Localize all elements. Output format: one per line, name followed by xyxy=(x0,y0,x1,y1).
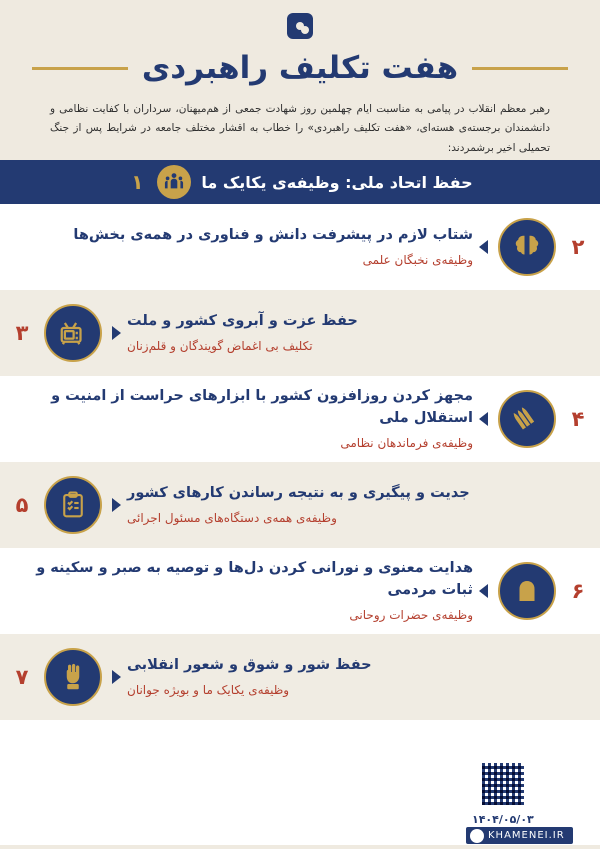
khamenei-mark-icon xyxy=(287,13,313,39)
mihrab-arch-icon xyxy=(498,562,556,620)
brain-icon xyxy=(498,218,556,276)
item-number: ۲ xyxy=(571,235,585,259)
tasks-list xyxy=(0,204,600,720)
item-1-title: حفظ اتحاد ملی: وظیفه‌ی یکایک ما xyxy=(201,172,473,192)
item-subtitle: وظیفه‌ی فرماندهان نظامی xyxy=(340,436,473,451)
list-item xyxy=(0,462,600,548)
bottom-rule xyxy=(0,845,600,849)
list-item xyxy=(0,634,600,720)
item-number: ۶ xyxy=(571,579,585,603)
item-text xyxy=(0,558,473,625)
brand-label: KHAMENEI.IR xyxy=(488,830,565,841)
item-title: حفظ شور و شوق و شعور انقلابی xyxy=(127,656,372,673)
arrow-icon xyxy=(112,326,121,340)
people-unity-icon xyxy=(157,165,191,199)
item-number: ۳ xyxy=(15,321,29,345)
missiles-icon xyxy=(498,390,556,448)
list-item xyxy=(0,548,600,634)
list-item xyxy=(0,290,600,376)
title-rule-right xyxy=(472,67,568,70)
item-title: جدیت و پیگیری و به نتیجه رساندن کارهای کشور xyxy=(127,484,470,501)
item-title: حفظ عزت و آبروی کشور و ملت xyxy=(127,312,358,329)
item-text xyxy=(0,386,473,453)
item-text xyxy=(127,483,600,528)
title-rule-left xyxy=(32,67,128,70)
item-subtitle: وظیفه‌ی یکایک ما و بویژه جوانان xyxy=(127,683,290,698)
item-title: مجهز کردن روزافزون کشور با ابزارهای حراست از امنیت و استقلال ملی xyxy=(51,387,473,426)
item-1-number: ۱ xyxy=(131,170,144,194)
publication-date: ۱۴۰۴/۰۵/۰۳ xyxy=(472,813,534,826)
raised-fist-icon xyxy=(44,648,102,706)
poster-footer xyxy=(0,757,600,849)
list-item xyxy=(0,376,600,462)
qr-code-icon[interactable] xyxy=(480,761,526,807)
top-logo-bar xyxy=(0,6,600,46)
item-title: هدایت معنوی و نورانی کردن دل‌ها و توصیه به صبر و سکینه و ثبات مردمی xyxy=(36,559,473,598)
arrow-icon xyxy=(112,670,121,684)
list-item xyxy=(0,204,600,290)
poster-header xyxy=(0,0,600,160)
brand-badge[interactable] xyxy=(466,827,573,844)
clipboard-checklist-icon xyxy=(44,476,102,534)
television-icon xyxy=(44,304,102,362)
page-title: هفت تکلیف راهبردی xyxy=(141,50,459,86)
item-title: شتاب لازم در پیشرفت دانش و فناوری در همه‌ی بخش‌ها xyxy=(73,226,473,243)
item-text xyxy=(0,225,473,270)
arrow-icon xyxy=(479,240,488,254)
item-number: ۷ xyxy=(15,665,29,689)
arrow-icon xyxy=(112,498,121,512)
arrow-icon xyxy=(479,412,488,426)
item-number: ۵ xyxy=(15,493,29,517)
item-text xyxy=(127,311,600,356)
intro-paragraph: رهبر معظم انقلاب در پیامی به مناسبت ایام چهلمین روز شهادت جمعی از هم‌میهنان، سرداران با کفایت نظامی و دانشمندان برجسته‌ی هسته‌ای، «هفت تکلیف راهبردی» را خطاب به اقشار مختلف جامعه در شرایط پس از جنگ تحمیلی اخیر برشمردند: xyxy=(50,103,550,154)
item-number: ۴ xyxy=(571,407,585,431)
item-subtitle: وظیفه‌ی همه‌ی دستگاه‌های مسئول اجرائی xyxy=(127,511,337,526)
arrow-icon xyxy=(479,584,488,598)
item-text xyxy=(127,655,600,700)
item-banner-1 xyxy=(0,160,600,204)
item-subtitle: وظیفه‌ی نخبگان علمی xyxy=(362,253,473,268)
title-row xyxy=(0,50,600,86)
site-seal-icon xyxy=(470,829,484,843)
item-subtitle: وظیفه‌ی حضرات روحانی xyxy=(349,608,473,623)
item-subtitle: تکلیف بی اغماض گویندگان و قلم‌زنان xyxy=(127,339,313,354)
